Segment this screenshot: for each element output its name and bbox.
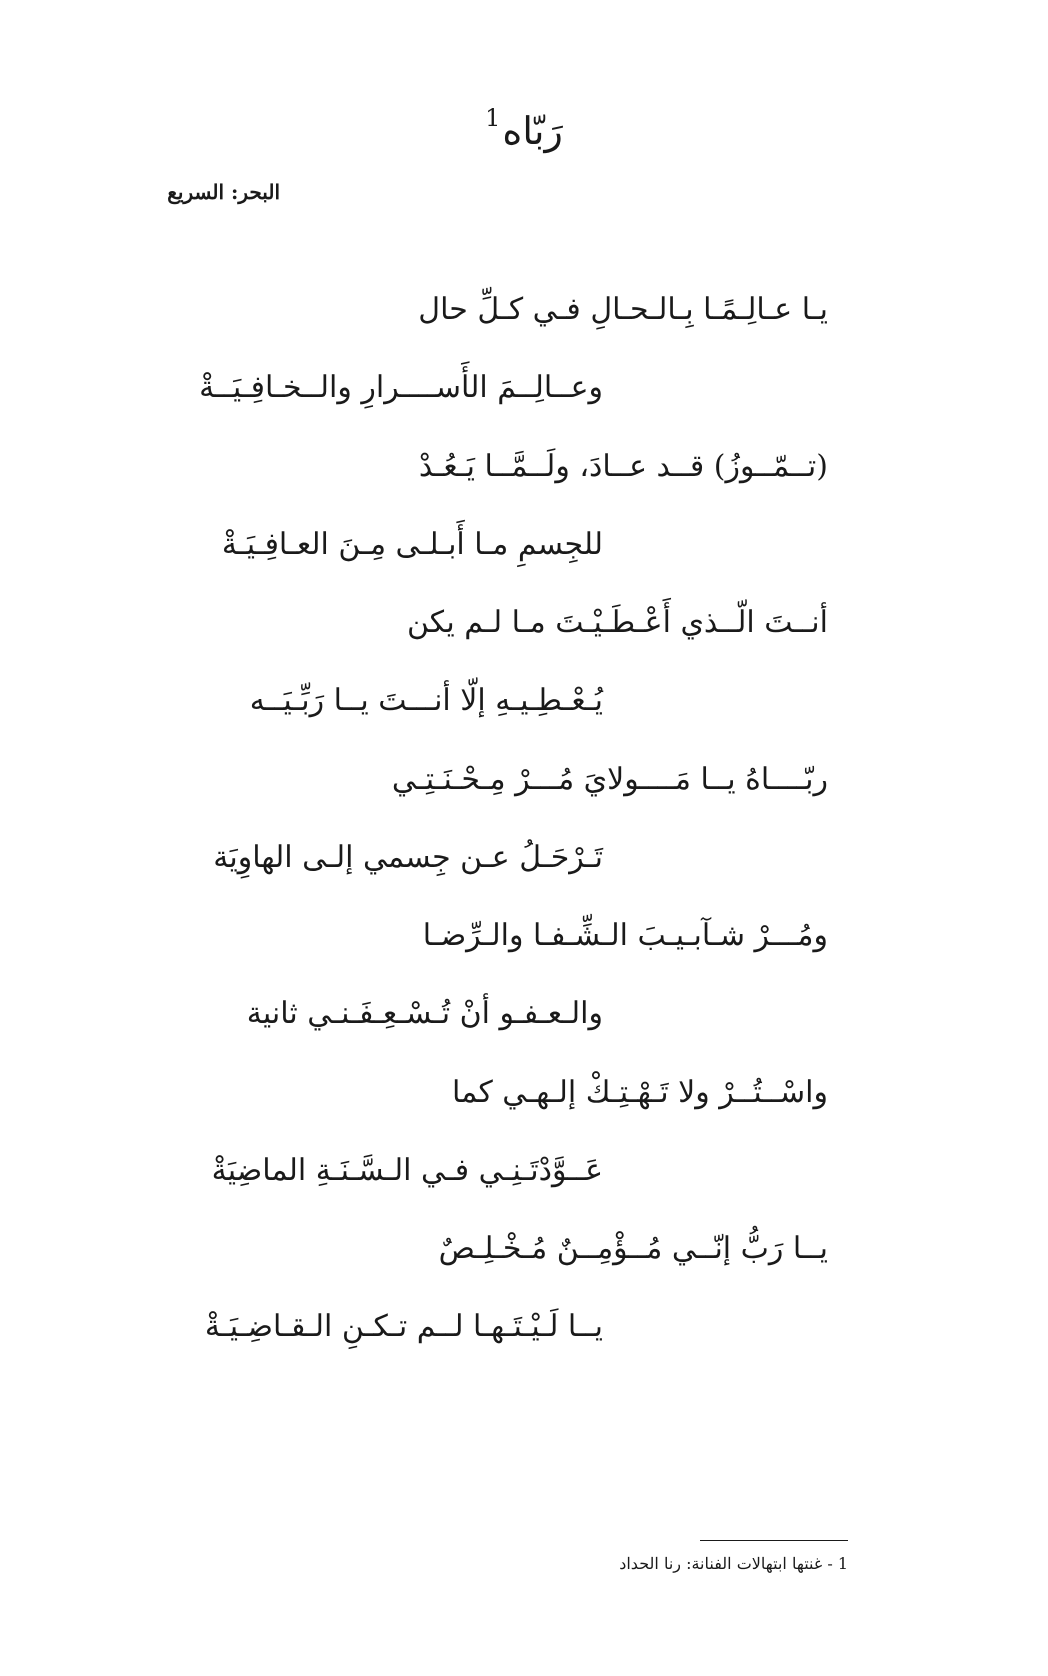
verse-line-10: والـعـفـو أنْ تُـسْـعِـفَـنـي ثانية [246,996,603,1031]
footnote-marker: 1 [485,104,501,132]
footnote-divider [700,1540,848,1541]
verse-line-13: يــا رَبُّ إنّــي مُــؤْمِــنٌ مُـخْـلِـصٌ [438,1231,828,1266]
poem-title-text: رَبّاه [502,109,563,153]
verse-line-5: أنــتَ الّــذي أَعْـطَـيْـتَ مـا لـم يكن [406,605,828,640]
verse-line-7: ربّــــاهُ يــا مَــــولايَ مُـــرْ مِـحْـنَـتِـي [391,762,828,797]
verse-line-12: عَــوَّدْتَـنِـي فـي الـسَّـنَـةِ الماضِيَةْ [211,1153,603,1188]
verse-line-11: واسْــتُــرْ ولا تَـهْـتِـكْ إلـهـي كما [452,1075,828,1110]
verse-line-14: يــا لَـيْـتَـهـا لــم تـكـنِ الـقـاضِـيَـةْ [204,1309,603,1344]
verse-line-3: (تــمّــوزُ) قــد عــادَ، ولَــمَّــا يَـعُـدْ [418,449,828,484]
verse-line-9: ومُـــرْ شـآبـيـبَ الـشِّـفـا والـرِّضـا [422,918,828,953]
verse-line-4: للجِسمِ مـا أَبـلـى مِـنَ العـافِـيَـةْ [221,527,603,562]
footnote: 1 - غنتها ابتهالات الفنانة: رنا الحداد [619,1554,848,1573]
verse-line-8: تَـرْحَـلُ عـن جِسمي إلـى الهاوِيَة [213,840,603,875]
verse-line-6: يُـعْـطِـيـهِ إلّا أنـــتَ يــا رَبِّـيَــه [249,683,603,718]
verse-line-2: وعــالِــمَ الأَســــرارِ والــخـافِـيَــةْ [199,370,603,405]
meter-label: البحر: السريع [167,180,280,204]
verse-line-1: يـا عـالِـمًـا بِـالـحـالِ فـي كـلِّ حال [418,292,828,327]
